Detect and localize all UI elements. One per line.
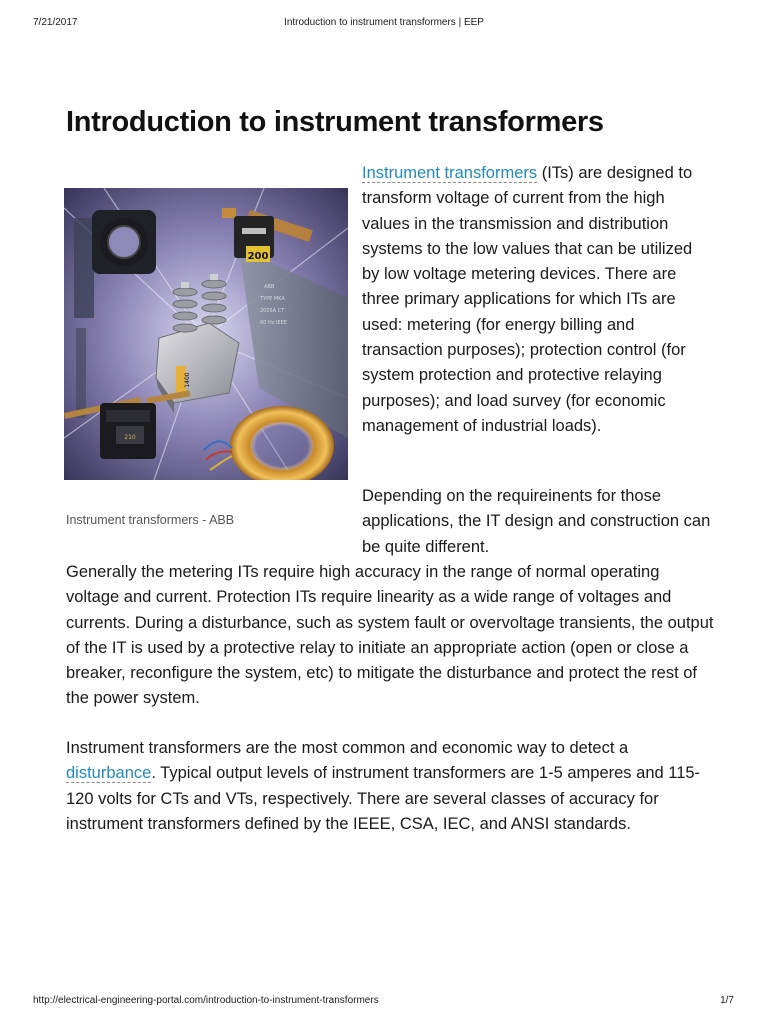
svg-text:60 Hz IEEE: 60 Hz IEEE [260,320,287,326]
svg-text:2005A CT: 2005A CT [260,308,285,314]
instrument-transformers-link[interactable]: Instrument transformers [362,164,538,182]
requirements-paragraph-continued: Generally the metering ITs require high accuracy in the range of normal operating voltage and current. Protection ITs require linearity as a wide range of voltages and currents. During a disturbance, such as system fault or overvoltage transients, the output of the IT is used by a protective relay to initiate an appropriate action (open or close a breaker, reconfigure the system, etc) to mitigate the disturbance and protect the rest of the power system. [66,563,714,708]
print-page-number: 1/7 [720,995,734,1006]
figure-label-1400: 1400 [184,372,191,388]
output-levels-text-before: Instrument transformers are the most common and economic way to detect a [66,739,629,757]
print-page-title: Introduction to instrument transformers | EEP [284,17,484,28]
instrument-transformers-photo [64,188,348,480]
print-date: 7/21/2017 [33,17,78,28]
figure-caption: Instrument transformers - ABB [66,513,235,527]
article-title: Introduction to instrument transformers [66,106,604,138]
svg-text:ABB: ABB [264,284,275,290]
figure-label-210: 210 [124,434,136,441]
figure-label-200: 200 [247,251,269,262]
output-levels-paragraph [66,736,716,837]
svg-text:TYPE MKA: TYPE MKA [260,296,285,302]
print-page-url: http://electrical-engineering-portal.com/introduction-to-instrument-transformers [33,995,379,1006]
requirements-paragraph-start: Depending on the requireinents for those applications, the IT design and construction can be quite different. [362,487,711,556]
output-levels-text-after: . Typical output levels of instrument transformers are 1-5 amperes and 115-120 volts for CTs and VTs, respectively. There are several classes of accuracy for instrument transformers defined by the IEEE, CSA, IEC, and ANSI standards. [66,764,701,833]
intro-paragraph [362,161,712,439]
disturbance-link[interactable]: disturbance [66,764,152,783]
intro-paragraph-text: (ITs) are designed to transform voltage of current from the high values in the transmission and distribution systems to the low values that can be utilized by low voltage metering devices. There are three primary applications for which ITs are used: metering (for energy billing and transaction purposes); protection control (for system protection and protective relaying purposes); and load survey (for economic management of industrial loads). [362,164,693,435]
